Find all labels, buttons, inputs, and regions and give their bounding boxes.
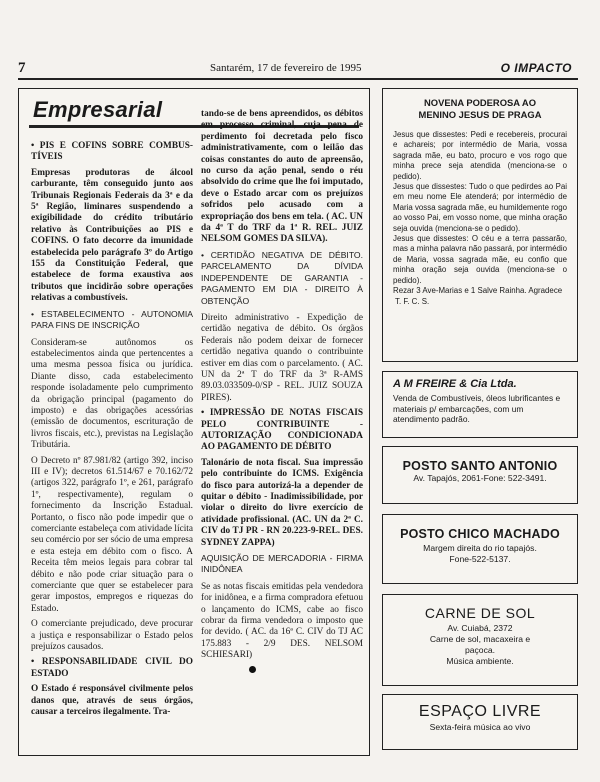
article-pis-cofins: Empresas produtoras de álcool carburante, têm conseguido junto aos Tribunais Regionais Federais da 3ª e da 5ª Região, liminares suspendendo a exigibilidade do crédito tributário relativo às Contribuições ao PIS e COFINS. O fato decorre da imunidade estabelecida pelo parágrafo 3º do Artigo 155 da Constituição Federal, que estabelece de forma exaustiva aos tributos que incidirão sobre operações relativas a combustíveis. (31, 167, 193, 304)
article-responsabilidade: O Estado é responsável civilmente pelos danos que, através de seus órgãos, causar a terceiros ilegalmente. Tra- (31, 684, 193, 718)
ad-name: A M FREIRE & Cia Ltda. (393, 378, 517, 390)
ad-am-freire (382, 371, 578, 438)
article-notas-fiscais: Talonário de nota fiscal. Sua impressão pelo contribuinte do ICMS. Exigência do fisco para autorizá-la a depender de quitar o débito - Inadimissibilidade, por violar o direito do livre exercício de atividade profissional. (AC. UN da 2ª C. CIV do TJ PR - RN 20.223-9-REL. DES. SYDNEY ZAPPA) (201, 457, 363, 548)
page-header (18, 62, 578, 80)
column-right (201, 109, 363, 673)
ad-posto-chico-machado (382, 514, 578, 584)
ad-text: Música ambiente. (446, 656, 514, 666)
section-title: Empresarial (33, 97, 163, 122)
ad-text: Carne de sol, macaxeira e (429, 634, 531, 644)
article-aquisicao: Se as notas fiscais emitidas pela vendedora for inidônea, e a firma compradora efetuou o lançamento do ICMS, cabe ao fisco cobrar da firma vendedora o imposto que for devido. ( AC. da 16ª C. CIV do TJ AC 175.883 - 2/9 DES. NELSOM SCHIESARI) (201, 581, 363, 661)
empresarial-section (18, 88, 370, 756)
heading-estabelecimento: • ESTABELECIMENTO - AUTONOMIA PARA FINS DE INSCRIÇÃO (31, 308, 193, 331)
article-estabelecimento-p2: O Decreto nº 87.981/82 (artigo 392, inciso III e IV); decretos 61.514/67 e 70.162/72 (artigos 322, parágrafo 1º, e 261, parágrafo 1º, respectivamente), regulam o fornecimento da Inscrição Estadual. Portanto, o fisco não pode impedir que o comerciante estabeleça com atividade lícita seu comércio por ser sócio de uma empresa e esta esteja em débito com o fisco. A Receita têm meios legais para cobrar tal débito e não pode criar situação para o comerciante que quer se estabelecer para gerar impostos, empregos e riquezas do Estado. (31, 455, 193, 614)
article-estabelecimento-p1: Consideram-se autônomos os estabelecimentos ainda que pertencentes a uma mesma pessoa física ou jurídica. Diante disso, cada estabelecimento responde isoladamente pelo cumprimento da obrigação principal (pagamento do imposto) e das obrigações acessórias (emissão de documentos, escrituração de livros fiscais, etc.), previstas na Legislação Tributária. (31, 337, 193, 451)
end-bullet-icon (249, 666, 256, 673)
ad-address: Margem direita do rio tapajós. (423, 543, 537, 553)
article-certidao: Direito administrativo - Expedição de certidão negativa de débito. Os órgãos Federais não podem deixar de fornecer certidão negativa quando o contribuinte estiver em dias com o parcelamento. ( AC. UN da 2ª T do TRF da 3ª R-AMS 89.03.033509-0/SP - REL. JUIZ SOUZA PIRES). (201, 312, 363, 403)
article-estabelecimento-p3: O comerciante prejudicado, deve procurar a justiça e responsabilizar o Estado pelos prejuízos causados. (31, 619, 193, 653)
prayer-box (382, 88, 578, 362)
ad-espaco-livre (382, 694, 578, 750)
prayer-text: Jesus que dissestes: Pedi e recebereis, procurai e achareis; por intermédio de Maria, vossa sagrada mãe, eu bato, procuro e vos rogo que minha prece seja atendida (menciona-se o pedido). Jesus que dissestes: Tudo o que pedirdes ao Pai em meu nome Ele atenderá; por intermédio de Maria vossa sagrada mãe, eu humildemente rogo ao vosso Pai, em vosso nome, que minha oração seja ouvida (menciona-se o pedido). Jesus que dissestes: O céu e a terra passarão, mas a minha palavra não passará, por intermédio de Maria, vossa sagrada mãe, eu confio que minha oração seja ouvida (menciona-se o pedido). Rezar 3 Ave-Marias e 1 Salve Rainha. Agradece T. F. C. S. (393, 130, 567, 306)
ad-name: POSTO CHICO MACHADO (400, 527, 560, 541)
ad-name: ESPAÇO LIVRE (418, 703, 542, 720)
page-number: 7 (18, 60, 26, 76)
heading-notas-fiscais: • IMPRESSÃO DE NOTAS FISCAIS PELO CONTRIBUINTE - AUTORIZAÇÃO CONDICIONADA AO PAGAMENTO DE DÉBITO (201, 408, 363, 453)
ad-text: paçoca. (464, 645, 496, 655)
prayer-signature: T. F. C. S. (395, 296, 430, 306)
ad-address: Av. Tapajós, 2061-Fone: 522-3491. (413, 473, 547, 483)
article-responsabilidade-cont: tando-se de bens apreendidos, os débitos em processo criminal, cuja pena de perdimento foi decretada pelo fisco administrativamente, com o leilão das coisas constantes do auto de apreensão, no curso da ação penal, sendo o réu absolvido do crime que lhe foi imputado, deve o Estado arcar com os prejuízos sofridos pelo acusado com a expropriação dos bens em tela. ( AC. UN da 4ª T do TRF da 1ª R. REL. JUIZ NELSOM GOMES DA SILVA). (201, 109, 363, 245)
column-left (31, 137, 193, 723)
masthead: O IMPACTO (500, 61, 572, 75)
prayer-title: NOVENA PODEROSA AO MENINO JESUS DE PRAGA (418, 97, 542, 120)
issue-date: Santarém, 17 de fevereiro de 1995 (210, 62, 362, 74)
heading-aquisicao: AQUISIÇÃO DE MERCADORIA - FIRMA INIDÔNEA (201, 553, 363, 575)
ad-text: Sexta-feira música ao vivo (429, 722, 531, 732)
ad-text: Venda de Combustíveis, óleos lubrificantes e materiais p/ embarcações, com um atendimento padrão. (393, 393, 561, 425)
ad-address: Av. Cuiabá, 2372 (447, 623, 513, 633)
ad-posto-santo-antonio (382, 446, 578, 504)
ad-name: CARNE DE SOL (424, 605, 536, 621)
heading-pis-cofins: • PIS E COFINS SOBRE COMBUS-TÍVEIS (31, 141, 193, 163)
heading-certidao: • CERTIDÃO NEGATIVA DE DÉBITO. PARCELAMENTO DA DÍVIDA INDEPENDENTE DE GARANTIA - PAGAMENTO EM DIA - DIREITO À OBTENÇÃO (201, 249, 363, 306)
ad-name: POSTO SANTO ANTONIO (402, 459, 558, 473)
ad-phone: Fone-522-5137. (449, 554, 511, 564)
ad-carne-de-sol (382, 594, 578, 686)
heading-responsabilidade: • RESPONSABILIDADE CIVIL DO ESTADO (31, 657, 193, 679)
